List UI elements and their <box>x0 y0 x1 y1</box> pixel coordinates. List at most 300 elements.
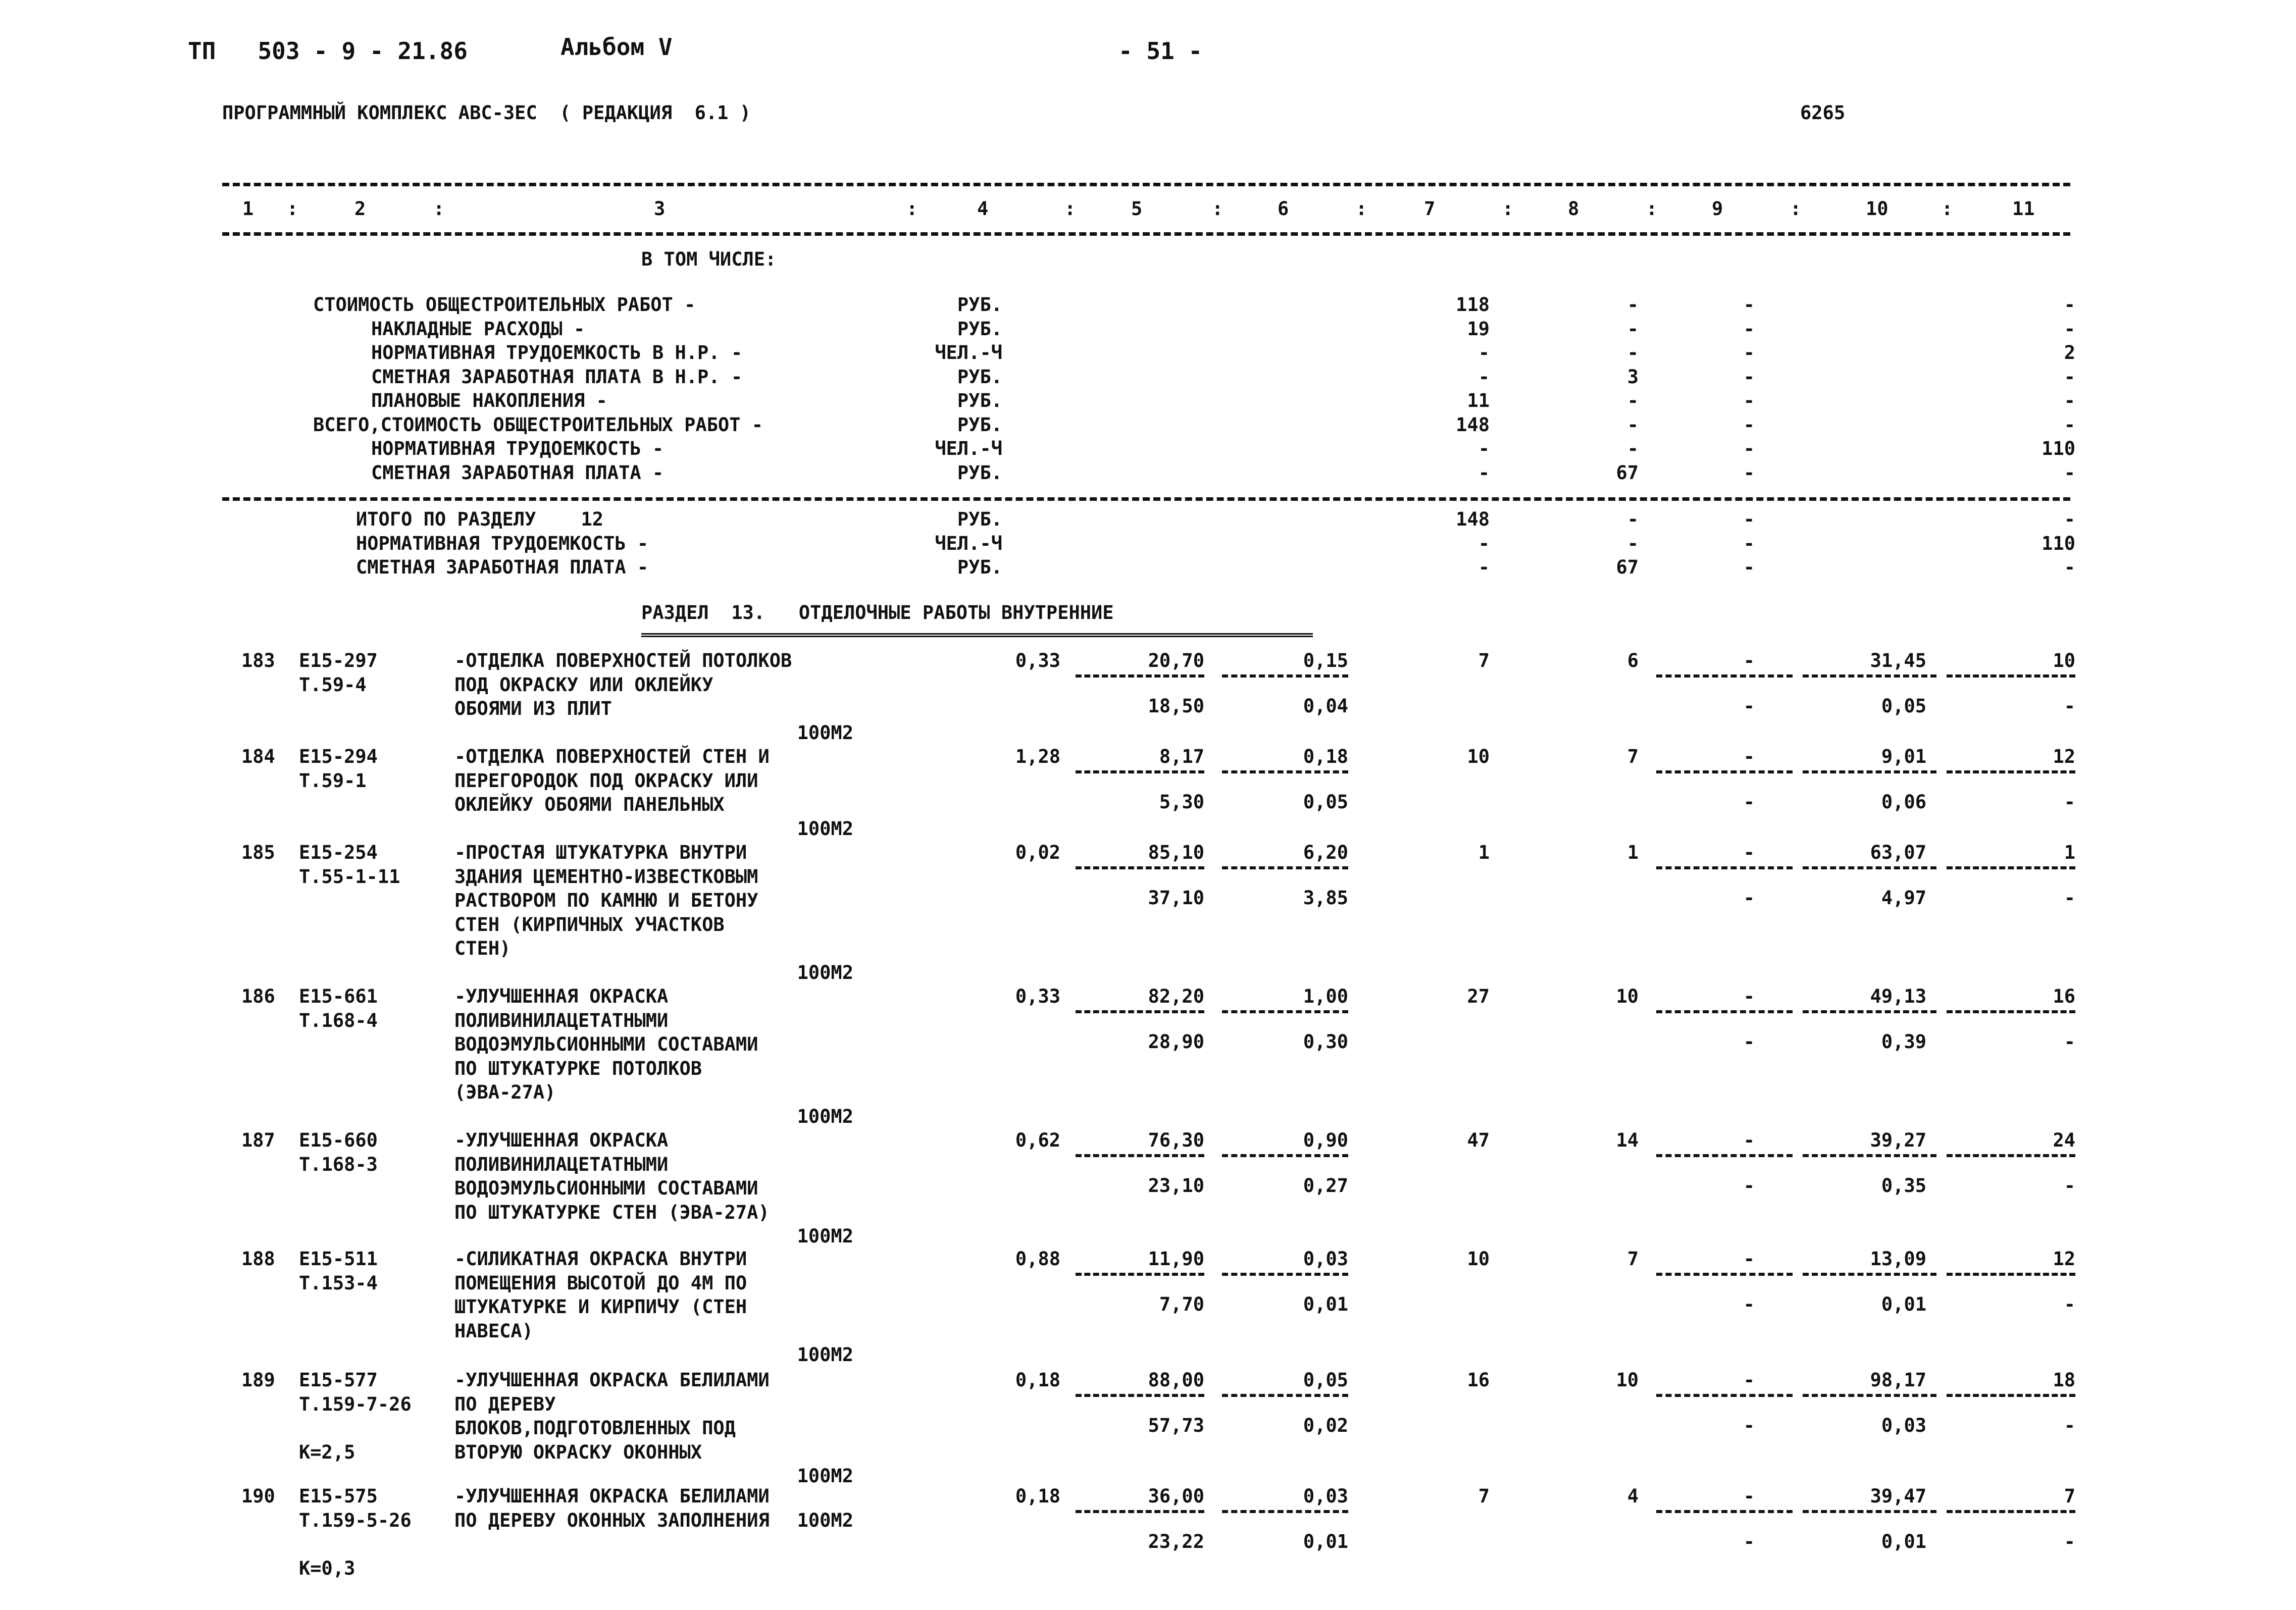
item-col10: 63,07 <box>1870 842 1926 863</box>
item-total-divider <box>1947 1273 2075 1276</box>
column-number-5: 5 <box>1131 198 1143 220</box>
document-number: 6265 <box>1800 102 1846 124</box>
item-price-divider <box>1222 674 1348 678</box>
item-col10-wage: 0,05 <box>1881 695 1926 717</box>
column-separator: : <box>1212 198 1223 220</box>
item-col8: 10 <box>1616 1369 1639 1391</box>
summary-row-col7: 148 <box>1456 413 1490 436</box>
item-col10-wage: 0,01 <box>1881 1531 1926 1552</box>
column-separator: : <box>433 198 445 220</box>
item-total-divider <box>1947 1394 2075 1397</box>
summary-row-col11: - <box>2064 413 2075 436</box>
document-code: ТП 503 - 9 - 21.86 <box>188 37 468 65</box>
item-code: Е15-511 <box>299 1248 378 1270</box>
summary-row-col7: - <box>1478 438 1490 459</box>
total-row-col9: - <box>1743 556 1755 578</box>
summary-row-label: СМЕТНАЯ ЗАРАБОТНАЯ ПЛАТА В Н.Р. - <box>371 366 743 388</box>
item-total-divider <box>1656 1273 1793 1276</box>
total-row-col7: 148 <box>1456 508 1490 530</box>
summary-row-unit: РУБ. <box>957 390 1002 411</box>
item-number: 183 <box>241 650 275 671</box>
item-description-line: ОБОЯМИ ИЗ ПЛИТ <box>454 698 612 719</box>
item-total-divider <box>1803 1010 1936 1013</box>
summary-row-unit: РУБ. <box>957 294 1002 316</box>
item-total-divider <box>1656 674 1793 678</box>
item-col9: - <box>1743 985 1755 1007</box>
item-col11-wage: - <box>2064 1175 2075 1197</box>
item-quantity: 0,02 <box>1015 842 1060 863</box>
item-col9: - <box>1743 1485 1755 1507</box>
item-col9: - <box>1743 1369 1755 1391</box>
item-description-line: (ЭВА-27А) <box>454 1081 556 1103</box>
summary-row-label: СТОИМОСТЬ ОБЩЕСТРОИТЕЛЬНЫХ РАБОТ - <box>313 294 696 316</box>
item-description-line: ВОДОЭМУЛЬСИОННЫМИ СОСТАВАМИ <box>454 1033 758 1055</box>
column-separator: : <box>1790 198 1802 220</box>
item-total-divider <box>1947 866 2075 869</box>
item-col7: 10 <box>1467 746 1490 767</box>
item-col10-wage: 0,35 <box>1881 1175 1926 1197</box>
summary-row-col8: 3 <box>1627 366 1639 388</box>
item-table-ref: Т.59-1 <box>299 769 367 792</box>
total-row-unit: ЧЕЛ.-Ч <box>935 532 1002 554</box>
item-col7: 47 <box>1467 1129 1490 1151</box>
item-col7: 1 <box>1478 842 1490 863</box>
item-description-line: СТЕН (КИРПИЧНЫХ УЧАСТКОВ <box>454 913 725 936</box>
summary-rule <box>222 497 2070 501</box>
item-unit-price-ops: 0,90 <box>1303 1129 1348 1151</box>
item-col11: 7 <box>2064 1485 2075 1507</box>
item-table-ref: Т.168-4 <box>299 1009 378 1031</box>
item-price-divider <box>1222 1010 1348 1013</box>
summary-row-col8: - <box>1627 294 1639 316</box>
item-coefficient: К=2,5 <box>299 1441 355 1463</box>
item-price-divider <box>1076 770 1204 773</box>
item-unit-price-ops: 0,03 <box>1303 1248 1348 1270</box>
item-col9: - <box>1743 746 1755 767</box>
item-total-divider <box>1803 866 1936 869</box>
item-col10: 13,09 <box>1870 1248 1926 1270</box>
item-description-line: -СИЛИКАТНАЯ ОКРАСКА ВНУТРИ <box>454 1248 747 1270</box>
item-col11-wage: - <box>2064 1293 2075 1315</box>
item-description-line: ПО ШТУКАТУРКЕ ПОТОЛКОВ <box>454 1057 702 1079</box>
item-total-divider <box>1656 1510 1793 1513</box>
item-quantity: 0,18 <box>1015 1485 1060 1507</box>
item-description-line: ЗДАНИЯ ЦЕМЕНТНО-ИЗВЕСТКОВЫМ <box>454 865 758 888</box>
item-unit-price: 82,20 <box>1148 985 1204 1007</box>
item-number: 189 <box>241 1369 275 1391</box>
summary-row-label: ПЛАНОВЫЕ НАКОПЛЕНИЯ - <box>371 390 607 411</box>
item-number: 185 <box>241 842 275 863</box>
item-description-line: -ОТДЕЛКА ПОВЕРХНОСТЕЙ СТЕН И <box>454 746 770 767</box>
item-unit-price: 88,00 <box>1148 1369 1204 1391</box>
item-price-divider <box>1076 866 1204 869</box>
summary-row-col9: - <box>1743 342 1755 363</box>
column-separator: : <box>1942 198 1953 220</box>
item-total-divider <box>1803 1510 1936 1513</box>
item-col7: 27 <box>1467 985 1490 1007</box>
summary-row-col9: - <box>1743 318 1755 340</box>
item-unit-price: 76,30 <box>1148 1129 1204 1151</box>
column-number-7: 7 <box>1424 198 1436 220</box>
item-unit-wage: 23,22 <box>1148 1531 1204 1552</box>
summary-row-unit: РУБ. <box>957 461 1002 484</box>
item-table-ref: Т.159-7-26 <box>299 1393 412 1415</box>
item-col9-wage: - <box>1743 1531 1755 1552</box>
item-unit-price: 20,70 <box>1148 650 1204 671</box>
item-number: 184 <box>241 746 275 767</box>
item-number: 190 <box>241 1485 275 1507</box>
item-total-divider <box>1656 1010 1793 1013</box>
item-price-divider <box>1222 1394 1348 1397</box>
item-col11: 1 <box>2064 842 2075 863</box>
item-unit-wage: 18,50 <box>1148 695 1204 717</box>
column-separator: : <box>1356 198 1367 220</box>
total-row-col8: - <box>1627 532 1639 554</box>
item-col11: 10 <box>2053 650 2075 671</box>
summary-row-col9: - <box>1743 390 1755 411</box>
item-description-line: ПО ШТУКАТУРКЕ СТЕН (ЭВА-27А) <box>454 1201 770 1223</box>
item-number: 188 <box>241 1248 275 1270</box>
summary-row-unit: РУБ. <box>957 413 1002 436</box>
item-col7: 7 <box>1478 1485 1490 1507</box>
summary-row-col8: - <box>1627 438 1639 459</box>
item-price-divider <box>1076 674 1204 678</box>
item-code: Е15-294 <box>299 746 378 767</box>
item-col11-wage: - <box>2064 887 2075 909</box>
summary-row-col7: 19 <box>1467 318 1490 340</box>
item-unit-price-ops: 0,18 <box>1303 746 1348 767</box>
item-total-divider <box>1656 1394 1793 1397</box>
item-total-divider <box>1656 1154 1793 1157</box>
total-row-col8: 67 <box>1616 556 1639 578</box>
column-separator: : <box>906 198 918 220</box>
item-unit-wage: 28,90 <box>1148 1031 1204 1053</box>
item-description-line: ВОДОЭМУЛЬСИОННЫМИ СОСТАВАМИ <box>454 1177 758 1199</box>
item-unit-wage: 7,70 <box>1159 1293 1204 1315</box>
item-col8: 14 <box>1616 1129 1639 1151</box>
item-col10: 98,17 <box>1870 1369 1926 1391</box>
item-unit-price: 11,90 <box>1148 1248 1204 1270</box>
summary-row-col11: - <box>2064 318 2075 340</box>
item-col10-wage: 4,97 <box>1881 887 1926 909</box>
item-col11-wage: - <box>2064 791 2075 813</box>
item-description-line: ПО ДЕРЕВУ <box>454 1393 556 1415</box>
total-row-col11: - <box>2064 508 2075 530</box>
page-number: - 51 - <box>1118 37 1203 65</box>
item-description-line: ПОМЕЩЕНИЯ ВЫСОТОЙ ДО 4М ПО <box>454 1272 747 1294</box>
item-unit-wage-ops: 0,01 <box>1303 1293 1348 1315</box>
item-col11: 12 <box>2053 1248 2075 1270</box>
section-title: РАЗДЕЛ 13. ОТДЕЛОЧНЫЕ РАБОТЫ ВНУТРЕННИЕ <box>641 602 1114 624</box>
item-description-line: НАВЕСА) <box>454 1320 533 1342</box>
item-total-divider <box>1803 770 1936 773</box>
item-col10: 39,27 <box>1870 1129 1926 1151</box>
item-unit-wage-ops: 0,27 <box>1303 1175 1348 1197</box>
summary-row-col11: - <box>2064 294 2075 316</box>
item-col9-wage: - <box>1743 1031 1755 1053</box>
item-total-divider <box>1803 674 1936 678</box>
item-col9: - <box>1743 1129 1755 1151</box>
item-col10: 39,47 <box>1870 1485 1926 1507</box>
item-unit-price-ops: 6,20 <box>1303 842 1348 863</box>
column-number-8: 8 <box>1568 198 1579 220</box>
summary-row-col9: - <box>1743 294 1755 316</box>
section-title-underline <box>641 633 1313 637</box>
item-col8: 7 <box>1627 746 1639 767</box>
item-unit-price-ops: 0,15 <box>1303 650 1348 671</box>
item-description-line: ПОЛИВИНИЛАЦЕТАТНЫМИ <box>454 1009 669 1031</box>
summary-row-col7: 118 <box>1456 294 1490 316</box>
column-separator: : <box>287 198 298 220</box>
column-number-4: 4 <box>977 198 989 220</box>
total-row-label: НОРМАТИВНАЯ ТРУДОЕМКОСТЬ - <box>356 532 649 554</box>
item-code: Е15-661 <box>299 985 378 1007</box>
item-col11: 24 <box>2053 1129 2075 1151</box>
item-description-line: ПО ДЕРЕВУ ОКОННЫХ ЗАПОЛНЕНИЯ <box>454 1509 770 1531</box>
summary-row-label: НОРМАТИВНАЯ ТРУДОЕМКОСТЬ В Н.Р. - <box>371 342 743 363</box>
item-price-divider <box>1222 1273 1348 1276</box>
summary-row-col8: - <box>1627 413 1639 436</box>
summary-row-unit: РУБ. <box>957 366 1002 388</box>
item-description-line: -ПРОСТАЯ ШТУКАТУРКА ВНУТРИ <box>454 842 747 863</box>
item-total-divider <box>1803 1394 1936 1397</box>
item-col11: 18 <box>2053 1369 2075 1391</box>
item-col9: - <box>1743 842 1755 863</box>
item-total-divider <box>1656 770 1793 773</box>
header-bottom-rule <box>222 232 2070 236</box>
item-col7: 7 <box>1478 650 1490 671</box>
column-number-3: 3 <box>654 198 666 220</box>
item-price-divider <box>1076 1394 1204 1397</box>
total-row-col7: - <box>1478 532 1490 554</box>
item-unit-price: 36,00 <box>1148 1485 1204 1507</box>
item-col11-wage: - <box>2064 1531 2075 1552</box>
item-unit-wage: 37,10 <box>1148 887 1204 909</box>
item-description-line: -УЛУЧШЕННАЯ ОКРАСКА <box>454 1129 669 1151</box>
item-table-ref: Т.159-5-26 <box>299 1509 412 1531</box>
item-col9-wage: - <box>1743 791 1755 813</box>
item-col9: - <box>1743 1248 1755 1270</box>
total-row-col7: - <box>1478 556 1490 578</box>
summary-row-col8: - <box>1627 318 1639 340</box>
item-quantity: 0,33 <box>1015 650 1060 671</box>
column-separator: : <box>1502 198 1514 220</box>
item-unit: 100М2 <box>797 1509 853 1531</box>
total-row-label: СМЕТНАЯ ЗАРАБОТНАЯ ПЛАТА - <box>356 556 649 578</box>
item-number: 187 <box>241 1129 275 1151</box>
item-description-line: СТЕН) <box>454 938 511 959</box>
album-label: Альбом V <box>560 33 673 61</box>
item-col9-wage: - <box>1743 695 1755 717</box>
item-unit-wage-ops: 0,04 <box>1303 695 1348 717</box>
item-table-ref: Т.153-4 <box>299 1272 378 1294</box>
item-description-line: ШТУКАТУРКЕ И КИРПИЧУ (СТЕН <box>454 1296 747 1318</box>
summary-row-col7: - <box>1478 461 1490 484</box>
total-row-label: ИТОГО ПО РАЗДЕЛУ 12 <box>356 508 604 530</box>
summary-row-label: ВСЕГО,СТОИМОСТЬ ОБЩЕСТРОИТЕЛЬНЫХ РАБОТ - <box>313 413 763 436</box>
item-quantity: 0,18 <box>1015 1369 1060 1391</box>
item-unit: 100М2 <box>797 1225 853 1247</box>
item-unit-price: 8,17 <box>1159 746 1204 767</box>
summary-row-col7: 11 <box>1467 390 1490 411</box>
item-code: Е15-254 <box>299 842 378 863</box>
item-col8: 10 <box>1616 985 1639 1007</box>
item-unit: 100М2 <box>797 1344 853 1366</box>
total-row-col8: - <box>1627 508 1639 530</box>
item-unit: 100М2 <box>797 1105 853 1127</box>
column-number-9: 9 <box>1712 198 1723 220</box>
item-unit: 100М2 <box>797 961 853 983</box>
item-total-divider <box>1656 866 1793 869</box>
item-total-divider <box>1803 1273 1936 1276</box>
summary-row-label: СМЕТНАЯ ЗАРАБОТНАЯ ПЛАТА - <box>371 461 664 484</box>
item-code: Е15-297 <box>299 650 378 671</box>
item-col8: 7 <box>1627 1248 1639 1270</box>
item-unit-wage: 5,30 <box>1159 791 1204 813</box>
item-col8: 6 <box>1627 650 1639 671</box>
column-number-10: 10 <box>1866 198 1889 220</box>
column-number-1: 1 <box>242 198 254 220</box>
column-number-11: 11 <box>2012 198 2035 220</box>
item-table-ref: Т.168-3 <box>299 1153 378 1175</box>
total-row-unit: РУБ. <box>957 508 1002 530</box>
column-number-2: 2 <box>354 198 366 220</box>
summary-row-col9: - <box>1743 366 1755 388</box>
item-col7: 10 <box>1467 1248 1490 1270</box>
summary-row-col8: - <box>1627 390 1639 411</box>
item-description-line: -ОТДЕЛКА ПОВЕРХНОСТЕЙ ПОТОЛКОВ <box>454 650 792 671</box>
item-quantity: 0,62 <box>1015 1129 1060 1151</box>
item-unit-wage: 57,73 <box>1148 1415 1204 1436</box>
item-description-line: ПОД ОКРАСКУ ИЛИ ОКЛЕЙКУ <box>454 673 713 696</box>
item-unit-price-ops: 0,03 <box>1303 1485 1348 1507</box>
item-unit-wage-ops: 0,30 <box>1303 1031 1348 1053</box>
item-total-divider <box>1947 1154 2075 1157</box>
item-unit: 100М2 <box>797 721 853 744</box>
summary-row-col9: - <box>1743 413 1755 436</box>
summary-row-col7: - <box>1478 366 1490 388</box>
item-description-line: БЛОКОВ,ПОДГОТОВЛЕННЫХ ПОД <box>454 1417 736 1439</box>
item-col11-wage: - <box>2064 1031 2075 1053</box>
item-coefficient: К=0,3 <box>299 1557 355 1579</box>
item-description-line: ПЕРЕГОРОДОК ПОД ОКРАСКУ ИЛИ <box>454 769 758 792</box>
column-separator: : <box>1646 198 1658 220</box>
item-unit-price: 85,10 <box>1148 842 1204 863</box>
item-unit-wage-ops: 0,05 <box>1303 791 1348 813</box>
summary-row-col11: 110 <box>2042 438 2075 459</box>
summary-row-col11: 2 <box>2064 342 2075 363</box>
item-col10: 31,45 <box>1870 650 1926 671</box>
total-row-col9: - <box>1743 532 1755 554</box>
item-col11: 16 <box>2053 985 2075 1007</box>
item-total-divider <box>1947 770 2075 773</box>
item-table-ref: Т.59-4 <box>299 673 367 696</box>
item-unit-wage-ops: 3,85 <box>1303 887 1348 909</box>
summary-heading: В ТОМ ЧИСЛЕ: <box>641 248 777 270</box>
item-unit-wage-ops: 0,02 <box>1303 1415 1348 1436</box>
item-price-divider <box>1076 1510 1204 1513</box>
item-price-divider <box>1222 770 1348 773</box>
summary-row-label: НОРМАТИВНАЯ ТРУДОЕМКОСТЬ - <box>371 438 664 459</box>
item-col10-wage: 0,06 <box>1881 791 1926 813</box>
summary-row-col11: - <box>2064 461 2075 484</box>
item-price-divider <box>1222 1154 1348 1157</box>
total-row-col9: - <box>1743 508 1755 530</box>
total-row-col11: - <box>2064 556 2075 578</box>
item-number: 186 <box>241 985 275 1007</box>
item-unit-price-ops: 1,00 <box>1303 985 1348 1007</box>
item-description-line: ОКЛЕЙКУ ОБОЯМИ ПАНЕЛЬНЫХ <box>454 794 725 815</box>
item-col10-wage: 0,01 <box>1881 1293 1926 1315</box>
item-unit-wage-ops: 0,01 <box>1303 1531 1348 1552</box>
column-number-6: 6 <box>1278 198 1289 220</box>
summary-row-unit: ЧЕЛ.-Ч <box>935 342 1002 363</box>
item-col7: 16 <box>1467 1369 1490 1391</box>
item-price-divider <box>1076 1154 1204 1157</box>
total-row-unit: РУБ. <box>957 556 1002 578</box>
summary-row-col8: 67 <box>1616 461 1639 484</box>
item-col9-wage: - <box>1743 1415 1755 1436</box>
summary-row-unit: РУБ. <box>957 318 1002 340</box>
program-title: ПРОГРАММНЫЙ КОМПЛЕКС АВС-ЗЕС ( РЕДАКЦИЯ 6.1 ) <box>222 102 751 124</box>
item-quantity: 0,33 <box>1015 985 1060 1007</box>
item-code: Е15-575 <box>299 1485 378 1507</box>
top-rule <box>222 183 2070 186</box>
summary-row-col9: - <box>1743 461 1755 484</box>
item-description-line: ПОЛИВИНИЛАЦЕТАТНЫМИ <box>454 1153 669 1175</box>
item-col8: 1 <box>1627 842 1639 863</box>
item-description-line: -УЛУЧШЕННАЯ ОКРАСКА БЕЛИЛАМИ <box>454 1485 770 1507</box>
summary-row-label: НАКЛАДНЫЕ РАСХОДЫ - <box>371 318 585 340</box>
item-col8: 4 <box>1627 1485 1639 1507</box>
item-total-divider <box>1947 1010 2075 1013</box>
item-col9: - <box>1743 650 1755 671</box>
item-unit-wage: 23,10 <box>1148 1175 1204 1197</box>
column-separator: : <box>1064 198 1076 220</box>
item-code: Е15-660 <box>299 1129 378 1151</box>
item-quantity: 1,28 <box>1015 746 1060 767</box>
item-col9-wage: - <box>1743 887 1755 909</box>
item-unit: 100М2 <box>797 1465 853 1487</box>
total-row-col11: 110 <box>2042 532 2075 554</box>
summary-row-col7: - <box>1478 342 1490 363</box>
item-total-divider <box>1947 674 2075 678</box>
summary-row-col11: - <box>2064 366 2075 388</box>
item-col11-wage: - <box>2064 695 2075 717</box>
summary-row-col8: - <box>1627 342 1639 363</box>
item-description-line: -УЛУЧШЕННАЯ ОКРАСКА <box>454 985 669 1007</box>
summary-row-col11: - <box>2064 390 2075 411</box>
item-description-line: ВТОРУЮ ОКРАСКУ ОКОННЫХ <box>454 1441 702 1463</box>
item-price-divider <box>1076 1273 1204 1276</box>
item-code: Е15-577 <box>299 1369 378 1391</box>
item-description-line: РАСТВОРОМ ПО КАМНЮ И БЕТОНУ <box>454 890 758 911</box>
item-description-line: -УЛУЧШЕННАЯ ОКРАСКА БЕЛИЛАМИ <box>454 1369 770 1391</box>
summary-row-col9: - <box>1743 438 1755 459</box>
item-unit-price-ops: 0,05 <box>1303 1369 1348 1391</box>
item-total-divider <box>1803 1154 1936 1157</box>
item-col11: 12 <box>2053 746 2075 767</box>
summary-row-unit: ЧЕЛ.-Ч <box>935 438 1002 459</box>
item-total-divider <box>1947 1510 2075 1513</box>
item-col11-wage: - <box>2064 1415 2075 1436</box>
item-price-divider <box>1222 1510 1348 1513</box>
item-quantity: 0,88 <box>1015 1248 1060 1270</box>
item-col10-wage: 0,39 <box>1881 1031 1926 1053</box>
item-col9-wage: - <box>1743 1293 1755 1315</box>
item-price-divider <box>1076 1010 1204 1013</box>
item-col10: 9,01 <box>1881 746 1926 767</box>
